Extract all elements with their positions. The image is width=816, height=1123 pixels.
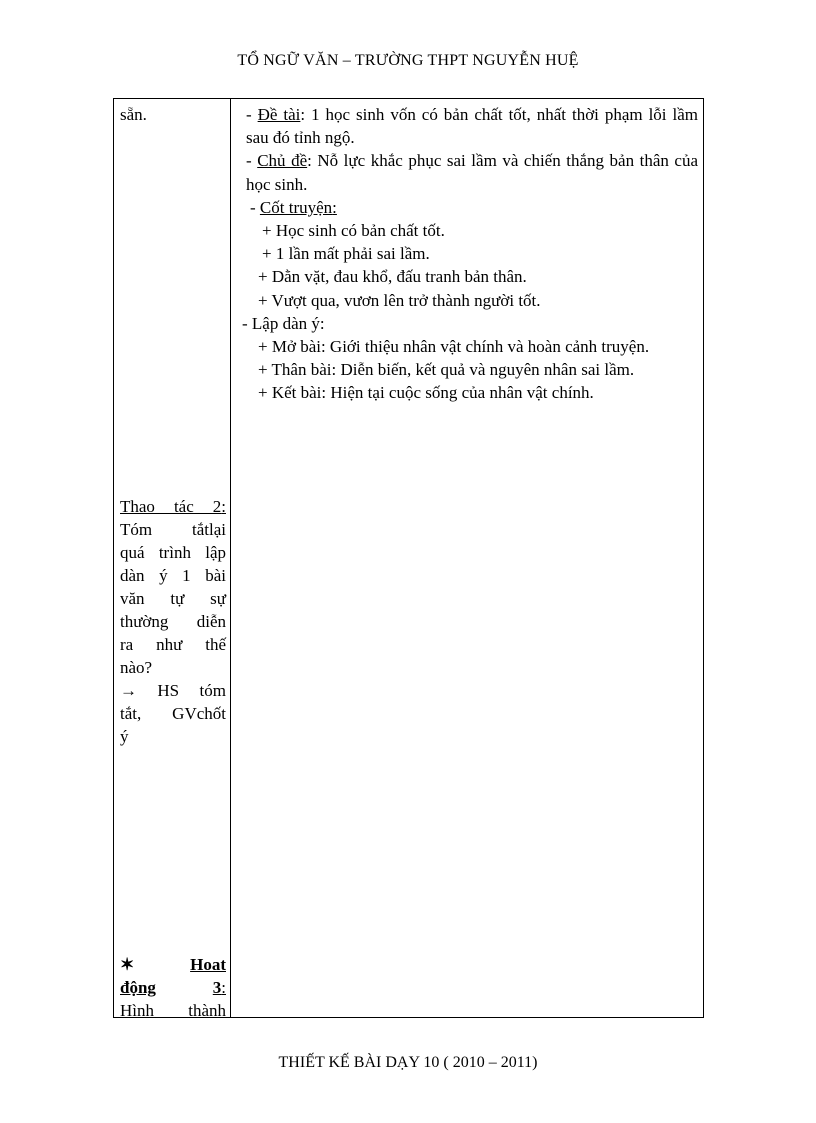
column-divider xyxy=(230,99,231,1017)
hoat-dong-number: 3 xyxy=(212,978,222,997)
content-column xyxy=(236,103,698,405)
hoat-dong-word: Hoat xyxy=(190,955,226,974)
chu-de-label: Chủ đề xyxy=(257,151,308,171)
de-tai-paragraph: - Đề tài: 1 học sinh vốn có bản chất tốt, nhất thời phạm lỗi lầm sau đó tỉnh ngộ. xyxy=(246,105,698,148)
lesson-table xyxy=(113,98,704,1018)
chu-de-paragraph: - Chủ đề: Nỗ lực khắc phục sai lầm và chiến thắng bản thân của học sinh. xyxy=(246,151,699,194)
thao-tac-line: nào? xyxy=(120,658,153,677)
thao-tac-line: Tóm tắtlại xyxy=(120,520,226,539)
page-footer: THIẾT KẾ BÀI DẠY 10 ( 2010 – 2011) xyxy=(278,1054,538,1071)
thao-tac-block xyxy=(120,495,226,748)
activity-column xyxy=(120,103,226,1020)
thao-tac-line: văn tự sự xyxy=(120,589,226,608)
de-tai-label: Đề tài xyxy=(257,105,301,124)
arrow-line: → HS tóm xyxy=(120,681,226,700)
left-top-text: sẵn. xyxy=(120,105,147,124)
thao-tac-heading: Thao tác 2: xyxy=(120,497,226,516)
thao-tac-line: ra như thế xyxy=(120,635,226,654)
hoat-dong-text: Hình thành xyxy=(120,1001,226,1020)
hoat-dong-word-2: động xyxy=(120,978,156,997)
cot-truyen-label: Cốt truyện xyxy=(259,197,333,217)
cot-truyen-item: + Học sinh có bản chất tốt. xyxy=(262,221,445,241)
thao-tac-line: dàn ý 1 bài xyxy=(120,566,226,585)
cot-truyen-item: + Dằn vặt, đau khổ, đấu tranh bản thân. xyxy=(258,267,527,287)
hoat-dong-heading xyxy=(120,953,226,976)
thao-tac-line: quá trình lập xyxy=(120,543,226,562)
hoat-dong-block xyxy=(120,953,226,1022)
star-icon: ✶ xyxy=(120,955,135,974)
arrow-line: tắt, GVchốt xyxy=(120,704,226,723)
dan-y-item: + Thân bài: Diễn biến, kết quả và nguyên nhân sai lầm. xyxy=(258,360,635,380)
cot-truyen-item: + Vượt qua, vươn lên trở thành người tốt. xyxy=(258,290,541,310)
thao-tac-label: Thao tác 2 xyxy=(120,497,222,516)
cot-truyen-item: + 1 lần mất phải sai lầm. xyxy=(262,244,430,264)
cot-truyen-heading: - Cốt truyện: xyxy=(250,197,337,217)
lap-dan-y-heading: - Lập dàn ý: xyxy=(242,313,325,333)
hoat-dong-subheading: động 3: xyxy=(120,978,226,997)
dan-y-item: + Mở bài: Giới thiệu nhân vật chính và hoàn cảnh truyện. xyxy=(258,337,650,357)
arrow-line: ý xyxy=(120,727,129,746)
thao-tac-line: thường diễn xyxy=(120,612,226,631)
page-header: TỔ NGỮ VĂN – TRƯỜNG THPT NGUYỄN HUỆ xyxy=(237,52,579,69)
dan-y-item: + Kết bài: Hiện tại cuộc sống của nhân vật chính. xyxy=(258,383,594,403)
